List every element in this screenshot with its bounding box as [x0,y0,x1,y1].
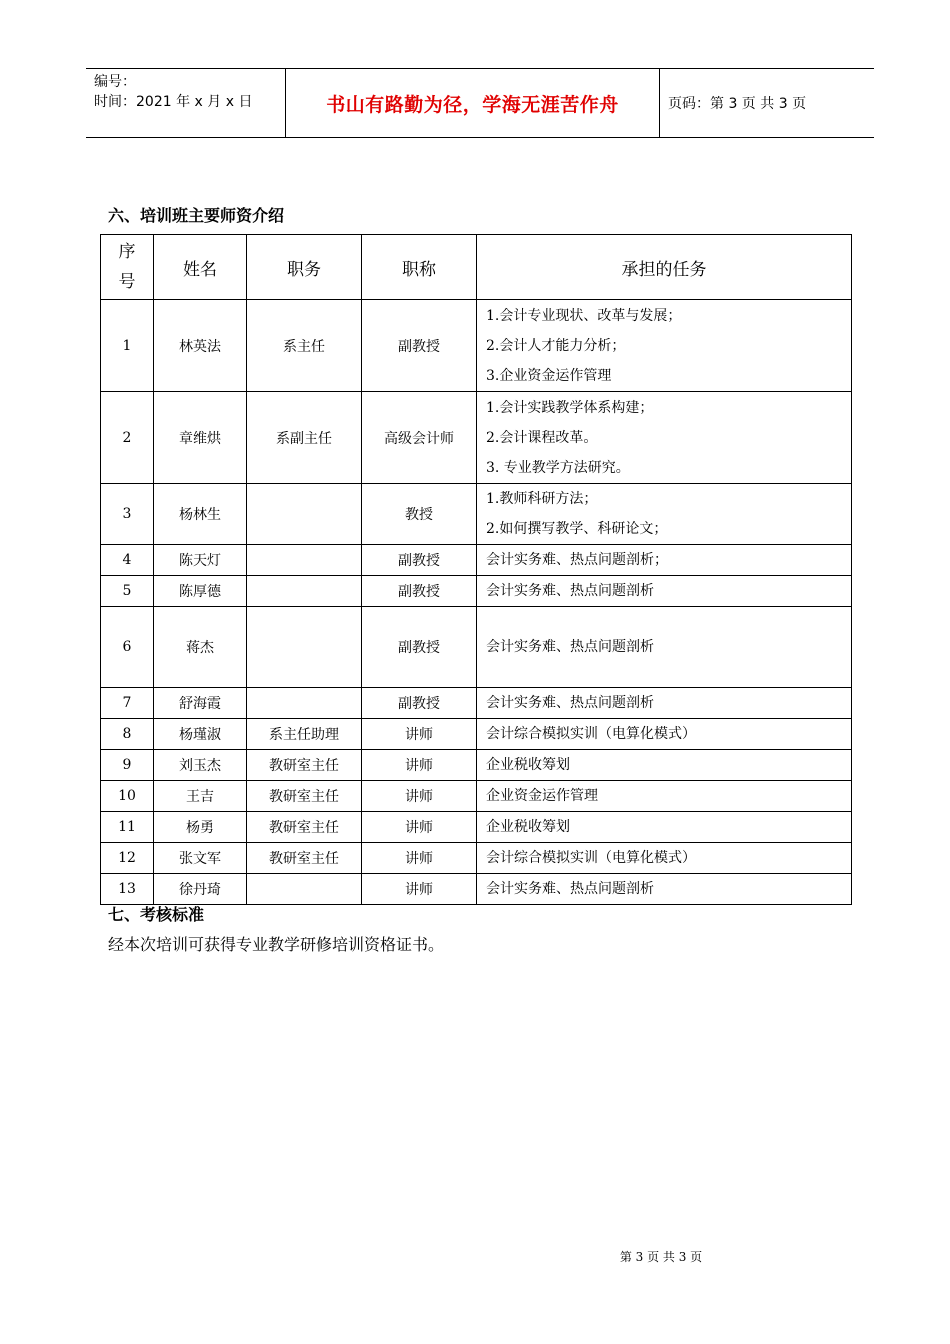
task-item: 企业税收筹划 [486,819,570,835]
table-body [101,300,852,905]
cell-title: 高级会计师 [362,392,477,484]
cell-title: 讲师 [362,781,477,812]
task-item: 会计实务难、热点问题剖析 [486,639,654,655]
cell-tasks [477,607,852,688]
task-item: 会计实务难、热点问题剖析 [486,583,654,599]
task-item: 会计实务难、热点问题剖析 [486,881,654,897]
cell-tasks [477,392,852,484]
header-meta [86,69,286,137]
table-row [101,545,852,576]
cell-tasks [477,874,852,905]
cell-tasks [477,576,852,607]
cell-position [247,688,362,719]
task-item: 企业税收筹划 [486,757,570,773]
cell-tasks [477,484,852,545]
cell-seq: 1 [101,300,154,392]
cell-seq: 7 [101,688,154,719]
header-title: 职称 [362,235,477,300]
cell-position [247,484,362,545]
header-seq: 序 号 [101,235,154,300]
cell-position [247,874,362,905]
table-row [101,719,852,750]
cell-seq: 13 [101,874,154,905]
cell-name: 舒海霞 [154,688,247,719]
cell-title: 副教授 [362,300,477,392]
cell-tasks [477,781,852,812]
cell-position: 教研室主任 [247,750,362,781]
cell-title: 讲师 [362,750,477,781]
table-row [101,576,852,607]
task-item: 2.会计课程改革。 [486,429,598,446]
table-row [101,688,852,719]
table-row [101,484,852,545]
cell-seq: 9 [101,750,154,781]
time-label: 时间：2021 年 x 月 x 日 [94,94,253,110]
cell-position [247,607,362,688]
cell-name: 杨瑾淑 [154,719,247,750]
task-item: 会计综合模拟实训（电算化模式） [486,850,696,866]
cell-tasks [477,300,852,392]
cell-seq: 11 [101,812,154,843]
cell-title: 讲师 [362,843,477,874]
task-item: 会计实务难、热点问题剖析 [486,695,654,711]
cell-seq: 8 [101,719,154,750]
cell-title: 讲师 [362,874,477,905]
cell-tasks [477,545,852,576]
cell-position: 系主任助理 [247,719,362,750]
motto: 书山有路勤为径，学海无涯苦作舟 [326,93,619,116]
cell-position: 系副主任 [247,392,362,484]
cell-position [247,576,362,607]
section-7-text: 经本次培训可获得专业教学研修培训资格证书。 [108,935,445,954]
header-name: 姓名 [154,235,247,300]
cell-name: 杨林生 [154,484,247,545]
cell-seq: 5 [101,576,154,607]
task-item: 3.企业资金运作管理 [486,367,612,384]
cell-position: 系主任 [247,300,362,392]
cell-seq: 4 [101,545,154,576]
task-item: 2.如何撰写教学、科研论文； [486,521,668,537]
cell-name: 蒋杰 [154,607,247,688]
header-page-code: 页码：第 3 页 共 3 页 [668,96,807,112]
table-row [101,812,852,843]
task-item: 企业资金运作管理 [486,788,598,804]
task-item: 1.会计实践教学体系构建； [486,399,654,416]
header-tasks: 承担的任务 [477,235,852,300]
task-item: 会计实务难、热点问题剖析； [486,552,668,568]
cell-name: 陈天灯 [154,545,247,576]
cell-name: 章维烘 [154,392,247,484]
cell-tasks [477,719,852,750]
header-position: 职务 [247,235,362,300]
cell-position: 教研室主任 [247,812,362,843]
table-row [101,300,852,392]
cell-seq: 12 [101,843,154,874]
cell-seq: 2 [101,392,154,484]
cell-title: 副教授 [362,576,477,607]
table-row [101,781,852,812]
cell-tasks [477,688,852,719]
cell-name: 徐丹琦 [154,874,247,905]
table-row [101,843,852,874]
cell-position: 教研室主任 [247,781,362,812]
table-row [101,607,852,688]
cell-seq: 3 [101,484,154,545]
cell-title: 讲师 [362,719,477,750]
section-6-title: 六、培训班主要师资介绍 [108,206,285,225]
cell-title: 副教授 [362,688,477,719]
cell-tasks [477,750,852,781]
table-header-row [101,235,852,300]
cell-title: 教授 [362,484,477,545]
cell-name: 杨勇 [154,812,247,843]
cell-seq: 10 [101,781,154,812]
task-item: 3. 专业教学方法研究。 [486,459,630,476]
cell-position: 教研室主任 [247,843,362,874]
table-row [101,750,852,781]
cell-seq: 6 [101,607,154,688]
cell-tasks [477,812,852,843]
cell-name: 张文军 [154,843,247,874]
header-motto-cell [286,69,660,137]
cell-name: 林英法 [154,300,247,392]
cell-title: 副教授 [362,607,477,688]
task-item: 1.会计专业现状、改革与发展； [486,307,682,324]
cell-name: 王吉 [154,781,247,812]
cell-title: 讲师 [362,812,477,843]
page-footer: 第 3 页 共 3 页 [619,1250,703,1264]
cell-position [247,545,362,576]
section-7-title: 七、考核标准 [108,905,205,924]
number-label: 编号： [94,74,136,90]
task-item: 2.会计人才能力分析； [486,337,626,354]
cell-name: 陈厚德 [154,576,247,607]
task-item: 会计综合模拟实训（电算化模式） [486,726,696,742]
cell-name: 刘玉杰 [154,750,247,781]
table-row [101,874,852,905]
cell-title: 副教授 [362,545,477,576]
staff-table [100,234,852,905]
page-header [86,68,874,138]
table-row [101,392,852,484]
task-item: 1.教师科研方法； [486,491,598,507]
cell-tasks [477,843,852,874]
